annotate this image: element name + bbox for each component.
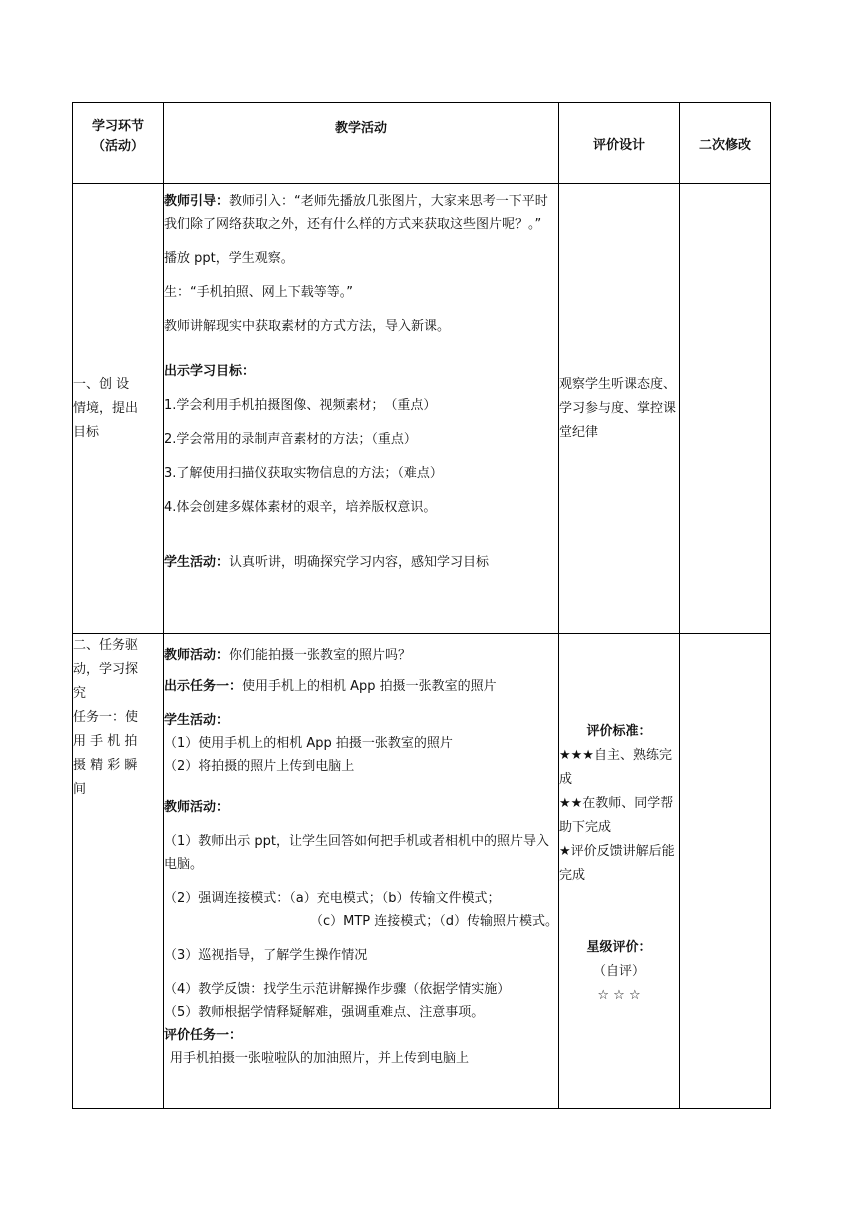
eval-task-label: 评价任务一：	[164, 1028, 243, 1043]
stage-line: 究	[73, 686, 87, 701]
evaluation-text: 观察学生听课态度、学习参与度、掌控课堂纪律	[559, 376, 677, 440]
stage-line: 摄 精 彩 瞬	[73, 758, 138, 773]
teacher-activity-label: 教师活动：	[164, 648, 230, 663]
teacher-guide-text: 教师引入：“老师先播放几张图片，大家来思考一下平时我们除了网络获取之外，还有什么样的方式来获取这些图片呢？。”	[164, 194, 548, 232]
header-stage-line1: 学习环节	[91, 119, 144, 134]
teacher-activity2-label: 教师活动：	[164, 800, 230, 815]
stage-cell	[73, 634, 164, 1109]
evaluation-cell	[559, 634, 680, 1109]
student-step: （1）使用手机上的相机 App 拍摄一张教室的照片	[164, 736, 453, 751]
goal-item: 3.了解使用扫描仪获取实物信息的方法；（难点）	[164, 466, 443, 481]
star-rating-label: 星级评价：	[586, 940, 652, 955]
teacher-activity-text: 你们能拍摄一张教室的照片吗？	[229, 648, 412, 663]
stage-line: 目标	[73, 424, 100, 440]
student-activity	[164, 551, 558, 574]
goal-item: 2.学会常用的录制声音素材的方法；（重点）	[164, 432, 417, 447]
table-row	[73, 634, 771, 1109]
revision-cell	[680, 634, 771, 1109]
student-activity-label: 学生活动：	[164, 555, 230, 570]
stage-line: 动，学习探	[73, 662, 139, 677]
teacher-step: （4）教学反馈：找学生示范讲解操作步骤（依据学情实施）	[164, 982, 511, 997]
play-ppt-text: 播放 ppt，学生观察。	[164, 251, 294, 266]
task-one-text: 使用手机上的相机 App 拍摄一张教室的照片	[242, 679, 497, 694]
teacher-step: （c）MTP 连接模式；（d）传输照片模式。	[309, 914, 558, 929]
goal-item: 1.学会利用手机拍摄图像、视频素材； （重点）	[164, 398, 437, 413]
teacher-step: （5）教师根据学情释疑解难，强调重难点、注意事项。	[164, 1005, 485, 1020]
stage-line: 情境，提出	[73, 400, 139, 416]
stage-line: 任务一：使	[73, 710, 139, 725]
table-row	[73, 184, 771, 634]
header-revision: 二次修改	[680, 103, 771, 184]
stage-line: 一、创 设	[73, 376, 130, 392]
lesson-plan-table	[72, 102, 771, 1109]
criteria-item: ★★★自主、熟练完成	[559, 748, 672, 787]
teacher-guide	[164, 190, 558, 236]
task-one	[164, 675, 558, 698]
eval-task-text: 用手机拍摄一张啦啦队的加油照片，并上传到电脑上	[170, 1051, 470, 1066]
student-activity-label: 学生活动：	[164, 713, 230, 728]
stage-line: 用 手 机 拍	[73, 734, 138, 749]
revision-cell	[680, 184, 771, 634]
teacher-activity	[164, 644, 558, 667]
teacher-step: （3）巡视指导，了解学生操作情况	[164, 948, 368, 963]
student-activity-text: 认真听讲，明确探究学习内容，感知学习目标	[229, 555, 490, 570]
stage-cell	[73, 184, 164, 634]
stage-line: 二、任务驱	[73, 638, 139, 653]
task-one-label: 出示任务一：	[164, 679, 243, 694]
criteria-label: 评价标准：	[586, 724, 652, 739]
teacher-step: （1）教师出示 ppt，让学生回答如何把手机或者相机中的照片导入电脑。	[164, 834, 550, 872]
teacher-step: （2）强调连接模式：（a）充电模式；（b）传输文件模式；	[164, 891, 501, 906]
self-eval-text: （自评）	[592, 964, 645, 979]
activity-cell	[164, 634, 559, 1109]
student-reply-text: 生：“手机拍照、网上下载等等。”	[164, 285, 353, 300]
goals-label: 出示学习目标：	[164, 364, 256, 379]
criteria-item: ★评价反馈讲解后能完成	[559, 844, 675, 883]
header-row	[73, 103, 771, 184]
header-stage-line2: （活动）	[91, 139, 144, 154]
activity-cell	[164, 184, 559, 634]
student-step: （2）将拍摄的照片上传到电脑上	[164, 759, 355, 774]
goal-item: 4.体会创建多媒体素材的艰辛，培养版权意识。	[164, 500, 437, 515]
criteria-item: ★★在教师、同学帮助下完成	[559, 796, 674, 835]
stage-line: 间	[73, 782, 87, 797]
header-stage	[73, 103, 164, 184]
header-evaluation: 评价设计	[559, 103, 680, 184]
star-rating-icons: ☆ ☆ ☆	[597, 988, 641, 1003]
evaluation-cell	[559, 184, 680, 634]
teacher-guide-label: 教师引导：	[164, 194, 230, 209]
header-activity: 教学活动	[164, 103, 559, 184]
teacher-explain-text: 教师讲解现实中获取素材的方式方法，导入新课。	[164, 319, 451, 334]
